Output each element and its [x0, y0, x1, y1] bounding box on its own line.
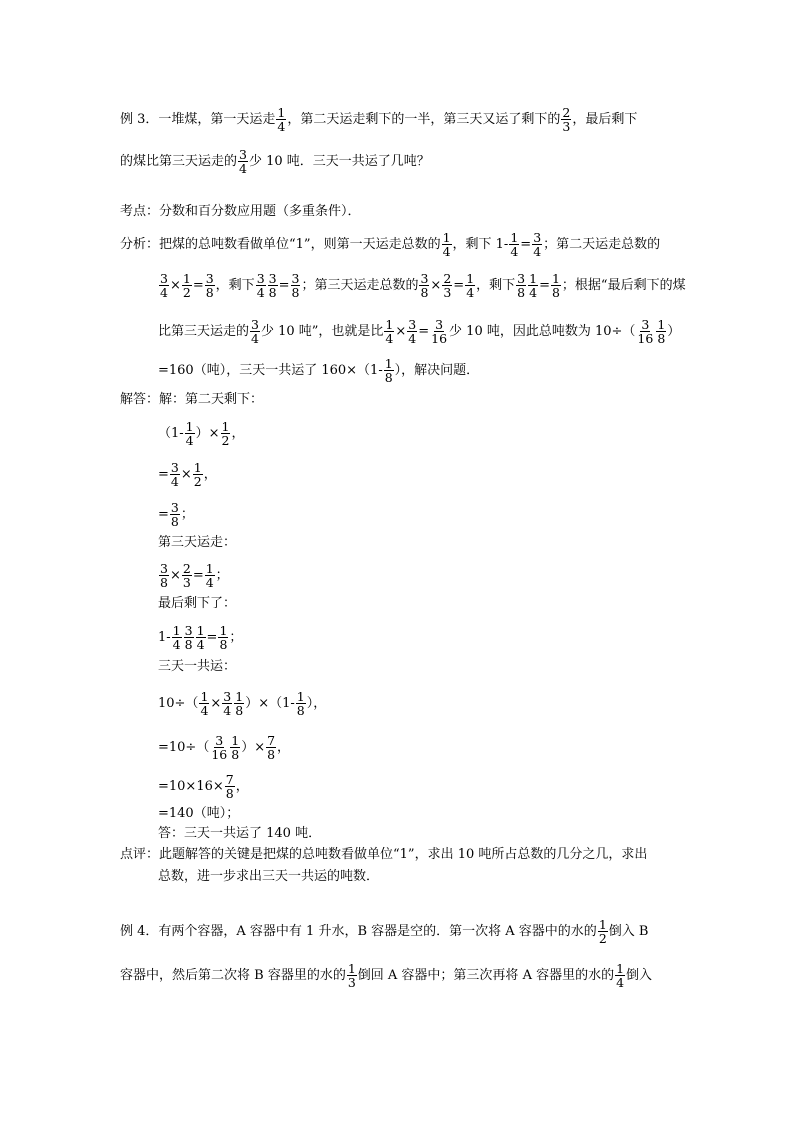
- solution-step: =140（吨）；: [158, 806, 240, 821]
- solution-step: 第三天运走：: [158, 535, 237, 550]
- solution-heading: 解答：解：第二天剩下：: [120, 392, 264, 407]
- example-4-question-line-1: 例 4．有两个容器，A 容器中有 1 升水，B 容器是空的．第一次将 A 容器中的水的 $\frac{1}{2}$ 倒入 B: [120, 917, 649, 946]
- analysis-line-1: 分析：把煤的总吨数看做单位“1”，则第一天运走总数的 $\frac{1}{4}$ ，剩下 1- $\frac{1}{4}$ = $\frac{3}{4}$ ；第二天运走总数的: [120, 230, 661, 259]
- example-3-question-line-2: 的煤比第三天运走的 $\frac{3}{4}$ 少 10 吨．三天一共运了几吨？: [120, 147, 430, 176]
- solution-step: 三天一共运：: [158, 659, 237, 674]
- fraction: $\frac{3}{4}$: [239, 147, 247, 176]
- solution-step: =10÷（ $\frac{3}{16}$ $\frac{1}{8}$ ）× $\frac{7}{8}$ ，: [158, 733, 291, 762]
- analysis-line-3: 比第三天运走的 $\frac{3}{4}$ 少 10 吨”，也就是比 $\frac{1}{4}$ × $\frac{3}{4}$ = $\frac{3}{16}$ 少 10 吨，因此总吨数为 10÷（ $\frac{3}{16}$ $\frac{1}{8}$ ）: [158, 317, 681, 346]
- solution-step: （1- $\frac{1}{4}$ ）× $\frac{1}{2}$ ，: [158, 419, 245, 448]
- solution-answer: 答：三天一共运了 140 吨．: [158, 826, 322, 841]
- fraction: $\frac{1}{4}$: [277, 105, 286, 134]
- analysis-line-4: =160（吨），三天一共运了 160×（1- $\frac{1}{8}$ ），解决问题．: [158, 356, 480, 385]
- solution-step: $\frac{3}{8}$ × $\frac{2}{3}$ = $\frac{1}{4}$ ；: [160, 561, 229, 590]
- solution-step: 最后剩下了：: [158, 596, 237, 611]
- key-point: 考点：分数和百分数应用题（多重条件）．: [120, 204, 361, 219]
- solution-step: 10÷（ $\frac{1}{4}$ × $\frac{3}{4}$ $\frac{1}{8}$ ）×（1- $\frac{1}{8}$ ），: [158, 689, 327, 718]
- solution-step: = $\frac{3}{4}$ × $\frac{1}{2}$ ，: [158, 460, 217, 489]
- example-3-question-line-1: 例 3．一堆煤，第一天运走 $\frac{1}{4}$ ，第二天运走剩下的一半，第三天又运了剩下的 $\frac{2}{3}$ ，最后剩下: [120, 105, 638, 134]
- example-4-question-line-2: 容器中，然后第二次将 B 容器里的水的 $\frac{1}{3}$ 倒回 A 容器中；第三次再将 A 容器里的水的 $\frac{1}{4}$ 倒入: [120, 961, 653, 990]
- solution-step: 1- $\frac{1}{4}$ $\frac{3}{8}$ $\frac{1}{4}$ = $\frac{1}{8}$ ；: [158, 623, 243, 652]
- comment-line-2: 总数，进一步求出三天一共运的吨数．: [158, 869, 380, 884]
- comment-line-1: 点评：此题解答的关键是把煤的总吨数看做单位“1”，求出 10 吨所占总数的几分之几，求出: [120, 847, 648, 862]
- fraction: $\frac{2}{3}$: [562, 105, 571, 134]
- solution-step: =10×16× $\frac{7}{8}$ ，: [158, 772, 249, 801]
- analysis-line-2: $\frac{3}{4}$ × $\frac{1}{2}$ = $\frac{3}{8}$ ，剩下 $\frac{3}{4}$ $\frac{3}{8}$ = $\frac{3}{8}$ ；第三天运走总数的 $\frac{3}{8}$ × $\frac{2}{3}$ = $\frac{1}{4}$ ，剩下 $\frac{3}{8}$ $\frac{1}{4}$ = $\frac{1}{8}$ ；根据“最后剩下的煤: [160, 271, 686, 300]
- solution-step: = $\frac{3}{8}$ ；: [158, 500, 194, 529]
